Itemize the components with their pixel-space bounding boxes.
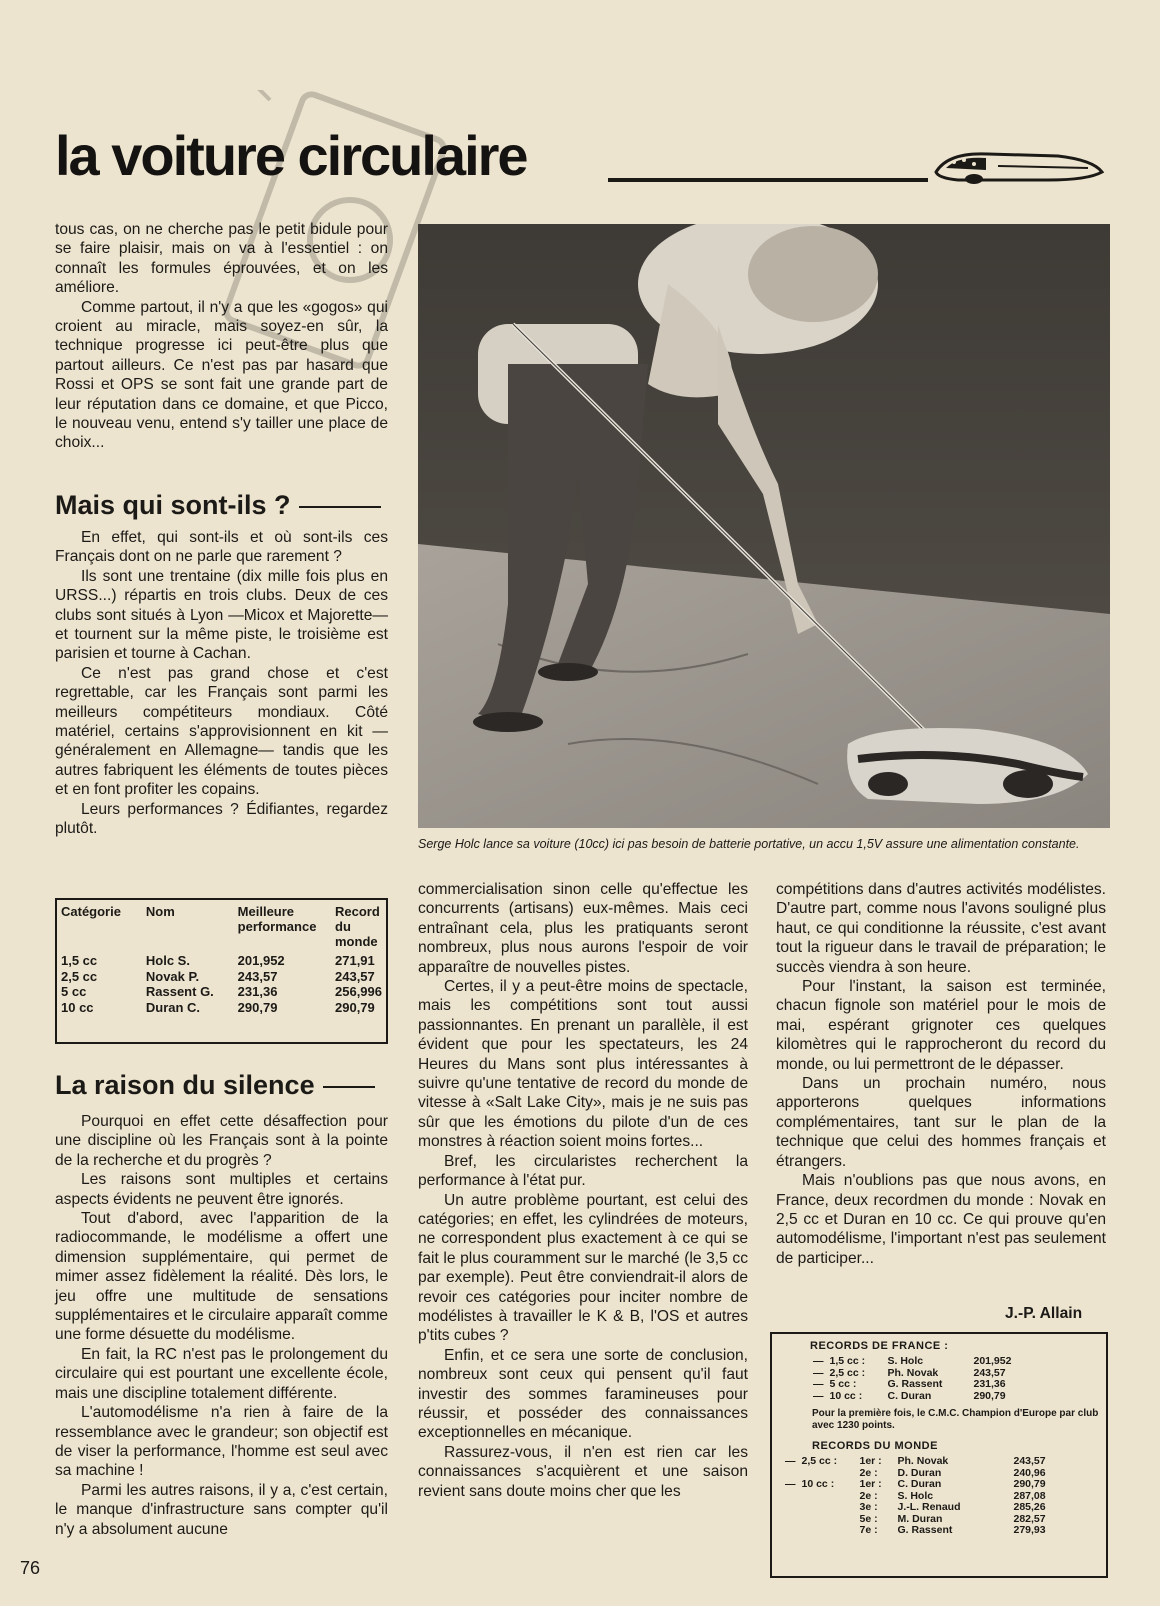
- table-header: Catégorie: [61, 904, 121, 919]
- column-1-section-2: [55, 1112, 388, 1539]
- table-cell: 7e :: [859, 1524, 878, 1536]
- paragraph: Comme partout, il n'y a que les «gogos» qui croient au miracle, mais soyez-en sûr, la technique progresse ici peut-être plus que partout ailleurs. Ce n'est pas par hasard que Rossi et OPS se sont fait une grande part de leur réputation dans ce domaine, et que Picco, le nouveau venu, entend s'y tailler une place de choix...: [55, 298, 388, 452]
- table-cell: 2,5 cc :: [801, 1455, 838, 1467]
- table-cell: Novak P.: [145, 968, 200, 984]
- table-row: [810, 1356, 1014, 1368]
- race-car-icon: [928, 146, 1106, 186]
- table-cell: —: [813, 1355, 824, 1367]
- table-cell: 287,08: [1013, 1489, 1046, 1502]
- paragraph: Parmi les autres raisons, il y a, c'est certain, le manque d'infrastructure sans compter qu'il n'y a absolument aucune: [55, 1481, 388, 1538]
- table-cell: Ph. Novak: [897, 1455, 949, 1467]
- records-france-table: [810, 1356, 1014, 1402]
- paragraph: Pourquoi en effet cette désaffection pour une discipline où les Français sont à la pointe de la recherche et du progrès ?: [55, 1113, 388, 1169]
- table-cell: C. Duran: [887, 1389, 932, 1402]
- table-cell: 201,952: [973, 1355, 1012, 1367]
- table-cell: 10 cc :: [829, 1389, 863, 1402]
- records-box: [770, 1332, 1108, 1578]
- article-photo: [418, 224, 1110, 828]
- performance-table: [57, 900, 386, 1015]
- table-cell: 2,5 cc: [61, 968, 98, 984]
- records-france-title: RECORDS DE FRANCE :: [810, 1340, 949, 1352]
- table-row: [782, 1525, 1049, 1537]
- table-cell: 5 cc: [61, 984, 87, 999]
- table-cell: 282,57: [1013, 1512, 1046, 1525]
- table-cell: 5 cc :: [829, 1378, 857, 1390]
- paragraph: commercialisation sinon celle qu'effectue les concurrents (artisans) eux-mêmes. Mais ceci entraînant cela, plus les pratiquants seront nombreux, plus nous aurons l'espoir de voir apparaître de nouvelles pistes.: [418, 881, 748, 976]
- table-cell: 290,79: [1013, 1478, 1046, 1490]
- table-cell: 10 cc :: [801, 1478, 835, 1490]
- paragraph: Ce n'est pas grand chose et c'est regrettable, car les Français sont parmi les meilleurs compétiteurs mondiaux. Côté matériel, certains s'approvisionnent en kit —généralement en Allemagne— tandis que les autres fabriquent les éléments de toutes pièces et en font profiter les copains.: [55, 664, 388, 799]
- records-note: Pour la première fois, le C.M.C. Champion d'Europe par club avec 1230 points.: [812, 1408, 1099, 1431]
- table-cell: —: [813, 1366, 824, 1379]
- table-row: [782, 1479, 1049, 1491]
- paragraph: En fait, la RC n'est pas le prolongement du circulaire qui est pourtant une excellente école, mais une discipline totalement différente.: [55, 1345, 388, 1402]
- section-heading-silence: [55, 1072, 375, 1099]
- table-cell: 243,57: [335, 968, 375, 984]
- title-rule: [608, 178, 928, 182]
- paragraph: Leurs performances ? Édifiantes, regardez plutôt.: [55, 800, 388, 838]
- table-cell: 231,36: [237, 984, 278, 999]
- table-cell: [799, 1502, 857, 1514]
- table-row: [810, 1379, 1014, 1391]
- table-cell: Rassent G.: [145, 984, 214, 999]
- page-number: 76: [20, 1558, 41, 1578]
- paragraph: Dans un prochain numéro, nous apporterons quelques informations complémentaires, tant sur le plan de la technique que celui des hommes français et étrangers.: [776, 1075, 1106, 1170]
- paragraph: Pour l'instant, la saison est terminée, chacun fignole son matériel pour le mois de mai, espérant grignoter ces quelques kilomètres qui le rapprocheront du record du monde, ou lui permettront de le dépasser.: [776, 978, 1106, 1073]
- table-cell: 290,79: [973, 1389, 1006, 1402]
- author-signature: J.-P. Allain: [1005, 1305, 1083, 1322]
- table-cell: —: [813, 1378, 824, 1390]
- performance-table-box: [55, 898, 388, 1044]
- paragraph: Rassurez-vous, il n'en est rien car les connaissances s'acquièrent et une saison revient sans doute moins cher que les: [418, 1443, 748, 1500]
- paragraph: Un autre problème pourtant, est celui des catégories; en effet, les cylindrées de moteurs, ne correspondent plus exactement à ce qui se fait le plus couramment sur le marché (le 3,5 cc par exemple). Peut être conviendrait-il alors de revoir ces catégories pour inciter nombre de modélistes à travailler le K & B, l'OS et autres p'tits cubes ?: [418, 1191, 748, 1345]
- table-cell: [782, 1514, 799, 1526]
- table-cell: C. Duran: [897, 1478, 942, 1490]
- table-cell: 285,26: [1013, 1501, 1046, 1513]
- table-cell: D. Duran: [897, 1466, 942, 1479]
- paragraph: Enfin, et ce sera une sorte de conclusion, nombreux sont ceux qui pensent qu'il faut investir des sommes faramineuses pour réussir, et posséder des connaissances exceptionnelles en mécanique.: [418, 1346, 748, 1442]
- photo-caption: Serge Holc lance sa voiture (10cc) ici pas besoin de batterie portative, un accu 1,5V assure une alimentation constante.: [418, 837, 1080, 851]
- section-title: La raison du silence: [55, 1070, 315, 1100]
- column-1-section-1: [55, 528, 388, 839]
- table-cell: 240,96: [1013, 1466, 1046, 1479]
- table-cell: 1,5 cc: [61, 953, 98, 968]
- table-cell: —: [785, 1455, 796, 1467]
- paragraph: tous cas, on ne cherche pas le petit bidule pour se faire plaisir, mais on va à l'essentiel : on connaît les formules éprouvées, et on les améliore.: [55, 221, 388, 297]
- table-cell: 1,5 cc :: [829, 1355, 866, 1367]
- table-cell: —: [813, 1389, 824, 1402]
- column-1-intro: [55, 220, 388, 453]
- heading-rule: [323, 1086, 375, 1088]
- table-cell: S. Holc: [897, 1489, 934, 1502]
- table-cell: [799, 1514, 857, 1526]
- table-row: [810, 1391, 1014, 1403]
- paragraph: Tout d'abord, avec l'apparition de la radiocommande, le modélisme a offert une dimension supplémentaire, qui permet de mimer assez fidèlement la réalité. Dès lors, le jeu offre une multitude de sensations supplémentaires et le circulaire apparaît comme une forme désuette du modélisme.: [55, 1210, 388, 1344]
- table-cell: Ph. Novak: [887, 1366, 939, 1379]
- section-title: Mais qui sont-ils ?: [55, 490, 291, 520]
- table-cell: [782, 1502, 799, 1514]
- table-cell: 290,79: [237, 999, 278, 1015]
- table-cell: [782, 1525, 799, 1537]
- table-cell: 2,5 cc :: [829, 1366, 866, 1379]
- table-cell: [799, 1525, 857, 1537]
- table-cell: 271,91: [335, 953, 375, 968]
- table-row: [57, 1000, 386, 1016]
- paragraph: L'automodélisme n'a rien à faire de la ressemblance avec le grandeur; son objectif est de viser la performance, l'homme est seul avec sa machine !: [55, 1404, 388, 1480]
- table-cell: M. Duran: [897, 1512, 943, 1525]
- table-cell: S. Holc: [887, 1355, 924, 1367]
- table-cell: 243,57: [973, 1366, 1006, 1379]
- column-2: [418, 880, 748, 1501]
- table-row: [782, 1456, 1049, 1468]
- paragraph: Les raisons sont multiples et certains aspects évidents ne peuvent être ignorés.: [55, 1171, 388, 1208]
- table-row: [57, 984, 386, 1000]
- table-cell: 231,36: [973, 1378, 1006, 1390]
- table-cell: [799, 1491, 857, 1503]
- table-cell: —: [785, 1478, 796, 1490]
- table-header: Record du monde: [335, 904, 380, 949]
- paragraph: En effet, qui sont-ils et où sont-ils ces Français dont on ne parle que rarement ?: [55, 529, 388, 566]
- page-title: la voiture circulaire: [55, 124, 527, 187]
- table-cell: 5e :: [859, 1512, 878, 1525]
- paragraph: compétitions dans d'autres activités modélistes. D'autre part, comme nous l'avons souligné plus haut, ce qui conditionne la réussite, c'est avant tout la rigueur dans le travail de préparation; le succès viendra à son heure.: [776, 881, 1106, 976]
- table-cell: 256,996: [335, 984, 382, 999]
- table-cell: 290,79: [335, 999, 375, 1015]
- table-cell: 3e :: [859, 1501, 878, 1513]
- photo-illustration: [418, 224, 1110, 828]
- paragraph: Mais n'oublions pas que nous avons, en France, deux recordmen du monde : Novak en 2,5 cc et Duran en 10 cc. Ce qui prouve qu'en automodélisme, l'important n'est pas seulement de participer...: [776, 1172, 1106, 1267]
- table-cell: 1er :: [859, 1478, 882, 1490]
- paragraph: Bref, les circularistes recherchent la performance à l'état pur.: [418, 1152, 748, 1190]
- column-3: [776, 880, 1106, 1268]
- table-cell: 243,57: [1013, 1455, 1046, 1467]
- paragraph: Certes, il y a peut-être moins de spectacle, mais les compétitions sont tout aussi passionnantes. En prenant un parallèle, il est évident que pour les spectateurs, les 24 Heures du Mans sont plus intéressantes à suivre qu'une tentative de record du monde de vitesse à «Salt Lake City», mais je ne suis pas sûr que les émotions du pilote d'un de ces monstres à réaction soient moins fortes...: [418, 978, 748, 1151]
- table-cell: 10 cc: [61, 999, 94, 1015]
- table-cell: Duran C.: [145, 999, 201, 1015]
- table-cell: G. Rassent: [897, 1524, 953, 1536]
- table-row: [57, 969, 386, 985]
- heading-rule: [299, 506, 381, 508]
- records-world-title: RECORDS DU MONDE: [812, 1440, 938, 1452]
- table-cell: G. Rassent: [887, 1378, 943, 1390]
- table-cell: 279,93: [1013, 1524, 1046, 1536]
- paragraph: Ils sont une trentaine (dix mille fois plus en URSS...) répartis en trois clubs. Deux de ces clubs sont situés à Lyon —Micox et Majorette— et tournent sur la même piste, le troisième est parisien et tourne à Cachan.: [55, 567, 388, 663]
- table-cell: Holc S.: [145, 953, 190, 968]
- records-world-table: [782, 1456, 1049, 1537]
- table-cell: 2e :: [859, 1466, 878, 1479]
- table-row: [57, 953, 386, 969]
- table-header: Nom: [145, 904, 175, 919]
- table-cell: [782, 1491, 799, 1503]
- table-cell: J.-L. Renaud: [897, 1501, 961, 1513]
- table-header: Meilleure performance: [237, 904, 317, 934]
- table-cell: 201,952: [237, 953, 285, 968]
- table-row: [782, 1502, 1049, 1514]
- table-cell: 1er :: [859, 1455, 882, 1467]
- table-cell: 243,57: [237, 968, 278, 984]
- section-heading-who: [55, 492, 381, 519]
- table-cell: 2e :: [859, 1489, 878, 1502]
